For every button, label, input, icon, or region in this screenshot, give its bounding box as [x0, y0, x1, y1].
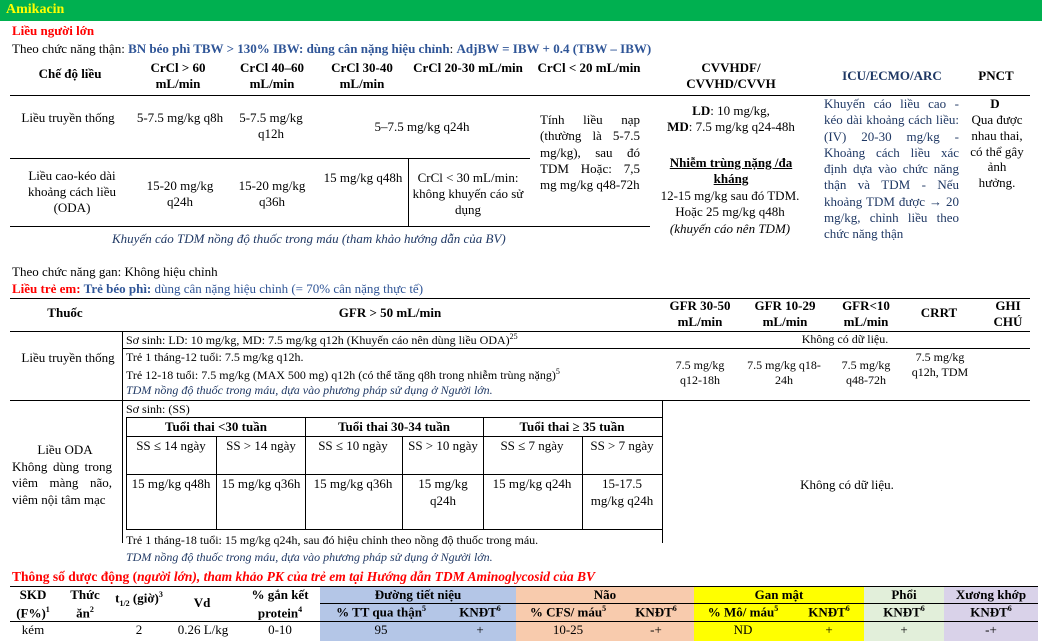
adult-oda-c2: 15-20 mg/kg q36h [238, 178, 306, 209]
pk-hdr-thalf [114, 587, 164, 611]
pk-hdr-lung: Phổi [891, 587, 917, 602]
child-heading: Liều trẻ em: [12, 281, 84, 296]
oda-dose-0: 15 mg/kg q48h [131, 476, 211, 491]
crrt-md: : 7.5 mg/kg q24-48h [688, 119, 795, 134]
pnct-text: Qua được nhau thai, có thể gây ảnh hưởng. [970, 112, 1024, 191]
crrt-ld: : 10 mg/kg, [710, 103, 770, 118]
oda-dose-2: 15 mg/kg q36h [313, 476, 393, 491]
hdr-crcl-20-30: CrCl 20-30 mL/min [413, 60, 523, 75]
oda-dose-5: 15-17.5 mg/kg q24h [590, 476, 654, 508]
pk-sub-brain-a-sup: 5 [602, 604, 607, 613]
renal-note-c: AdjBW = IBW + 0.4 (TBW – IBW) [456, 41, 652, 56]
hdr-regimen: Chế độ liều [38, 66, 102, 81]
ga-ge35: Tuổi thai ≥ 35 tuần [519, 419, 625, 434]
crrt-severe-note: (khuyến cáo nên TDM) [669, 221, 791, 236]
adult-crcl-lt20: Tính liều nạp (thường là 5-7.5 mg/kg), sau đó TDM Hoặc: 7,5 mg mg/kg q48-72h [540, 112, 640, 193]
hdr-crcl-40-60: CrCl 40–60 mL/min [240, 60, 304, 91]
pk-val-bile-a: ND [733, 622, 753, 637]
adult-heading: Liều người lớn [12, 23, 95, 38]
renal-prefix: Theo chức năng thận: [12, 41, 129, 56]
pk-sub-brain-a [518, 604, 618, 620]
pk-sub-lung-k-sup: 6 [920, 604, 925, 613]
ga-lt30: Tuổi thai <30 tuần [165, 419, 267, 434]
child-trad-neonate: Sơ sinh: LD: 10 mg/kg, MD: 7.5 mg/kg q12h (Khuyến cáo nên dùng liều ODA) [126, 333, 510, 347]
pk-val-uri-a: 95 [374, 622, 388, 637]
hdr-crrt: CVVHDF/ CVVHD/CVVH [686, 60, 776, 91]
crrt-md-line [656, 119, 806, 135]
pk-val-bile-k: + [825, 622, 833, 637]
pnct-d: D [990, 96, 1000, 111]
pk-hdr-thalf-sup: 3 [158, 590, 163, 599]
hepatic-line: Theo chức năng gan: Không hiệu chỉnh [12, 264, 218, 279]
pk-sub-brain-k-text: KNĐT [635, 604, 673, 620]
renal-line [12, 41, 651, 57]
pk-val-pb: 0-10 [268, 622, 292, 637]
pk-hdr-pb-sup: 4 [298, 605, 303, 614]
pk-sub-uri-k-sup: 6 [496, 604, 501, 613]
pk-sub-uri-k [446, 604, 514, 620]
pk-val-skd: kém [21, 622, 45, 637]
child-oda-ss-label: Sơ sinh: (SS) [126, 402, 190, 416]
child-trad-crrt: 7.5 mg/kg q12h, TDM [911, 350, 969, 379]
child-hdr-note: GHI CHÚ [993, 298, 1023, 329]
pk-hdr-bone: Xương khớp [955, 587, 1027, 602]
pk-sub-bile-k-text: KNĐT [808, 604, 846, 620]
renal-note-a: BN béo phì TBW > 130% IBW: dùng cân nặng hiệu chỉnh [128, 41, 450, 56]
hdr-crcl-lt20: CrCl < 20 mL/min [537, 60, 641, 75]
oda-dose-4: 15 mg/kg q24h [492, 476, 572, 491]
pk-hdr-skd [10, 587, 56, 620]
pk-hdr-bile: Gan mật [754, 587, 804, 602]
crrt-ld-line [656, 103, 806, 119]
child-hdr-gfr-lt10: GFR<10 mL/min [842, 298, 890, 329]
adult-trad-c34: 5–7.5 mg/kg q24h [374, 119, 470, 134]
child-oda-label: Liều ODA [37, 442, 93, 457]
pk-hdr-brain: Não [593, 587, 617, 602]
oda-pna-0: SS ≤ 14 ngày [136, 438, 206, 453]
child-hdr-drug: Thuốc [47, 305, 83, 320]
pk-hdr-uri: Đường tiết niệu [374, 587, 462, 602]
child-trad-gfr30: 7.5 mg/kg q12-18h [675, 358, 725, 387]
child-trad-age2-line [126, 367, 560, 383]
pk-val-uri-k: + [476, 622, 484, 637]
pk-val-brain-k: -+ [650, 622, 662, 637]
adult-trad-label: Liều truyền thống [21, 110, 115, 125]
child-trad-age2-sup: 5 [555, 367, 560, 376]
child-trad-no-data: Không có dữ liệu. [801, 332, 889, 346]
pk-sub-bile-a-sup: 5 [774, 604, 779, 613]
pk-sub-lung-k [866, 604, 942, 620]
pk-heading [12, 569, 595, 585]
pk-sub-bone-k-text: KNĐT [970, 604, 1008, 620]
oda-pna-3: SS > 10 ngày [408, 438, 478, 453]
child-oda-no-data: Không có dữ liệu. [800, 477, 894, 492]
pk-sub-uri-a-sup: 5 [421, 604, 426, 613]
adult-trad-c1: 5-7.5 mg/kg q8h [136, 110, 224, 125]
child-oda-older: Trẻ 1 tháng-18 tuổi: 15 mg/kg q24h, sau đó hiệu chỉnh theo nồng độ thuốc trong máu. [126, 533, 539, 547]
child-trad-gfr-lt10: 7.5 mg/kg q48-72h [841, 358, 891, 387]
adult-oda-label: Liều cao-kéo dài khoảng cách liều (ODA) [27, 168, 117, 215]
child-obese-a: Trẻ béo phì: [83, 281, 155, 296]
adult-trad-c2: 5-7.5 mg/kg q12h [239, 110, 303, 141]
pk-sub-bone-k [946, 604, 1036, 620]
pk-heading-a: Thông số dược động ( [12, 569, 138, 584]
child-hdr-gfr10: GFR 10-29 mL/min [754, 298, 816, 329]
page-title: Amikacin [6, 2, 65, 17]
child-obese-b: dùng cân nặng hiệu chỉnh (= 70% cân nặng thực tế) [154, 281, 424, 296]
pk-hdr-skd-text: SKD (F%) [16, 587, 47, 621]
pk-heading-b: người lớn [137, 569, 193, 584]
pk-sub-bile-k-sup: 6 [845, 604, 850, 613]
child-oda-tdm: TDM nồng độ thuốc trong máu, dựa vào phương pháp sử dụng ở Người lớn. [126, 550, 493, 564]
child-hdr-gfr50: GFR > 50 mL/min [338, 305, 442, 320]
pk-hdr-pb [240, 587, 320, 620]
child-trad-age2: Trẻ 12-18 tuổi: 7.5 mg/kg (MAX 500 mg) q12h (có thể tăng q8h trong nhiễm trùng nặng) [126, 368, 556, 382]
crrt-severe-dose: 12-15 mg/kg sau đó TDM. Hoặc 25 mg/kg q48h [660, 188, 800, 219]
child-hdr-crrt: CRRT [920, 305, 958, 320]
pk-sub-brain-k [620, 604, 692, 620]
crrt-ld-label: LD [692, 103, 711, 118]
crrt-severe: Nhiễm trùng nặng /đa kháng [669, 155, 793, 186]
hdr-crcl-30-40: CrCl 30-40 mL/min [331, 60, 393, 91]
adult-oda-c1: 15-20 mg/kg q24h [146, 178, 214, 209]
adult-oda-c4 [410, 170, 526, 218]
child-trad-label: Liều truyền thống [21, 350, 115, 365]
pk-sub-uri-k-text: KNĐT [459, 604, 497, 620]
child-hdr-gfr30: GFR 30-50 mL/min [669, 298, 731, 329]
child-trad-tdm: TDM nồng độ thuốc trong máu, dựa vào phương pháp sử dụng ở Người lớn. [126, 383, 493, 397]
pk-hdr-food-sup: 2 [89, 605, 94, 614]
pk-hdr-pb-text: % gắn kết protein [251, 587, 309, 621]
child-oda-note: Không dùng trong viêm màng não, viêm nội tâm mạc [12, 459, 112, 507]
pk-sub-bone-k-sup: 6 [1007, 604, 1012, 613]
pk-sub-bile-a [696, 604, 790, 620]
child-trad-neonate-line [126, 332, 518, 348]
pk-hdr-thalf-sub: 1/2 [119, 598, 130, 608]
hdr-crcl-gt60: CrCl > 60 mL/min [150, 60, 206, 91]
pk-val-brain-a: 10-25 [552, 622, 584, 637]
pk-hdr-skd-sup: 1 [45, 605, 50, 614]
icu-text: Khuyến cáo liều cao - kéo dài khoảng cách liều: (IV) 20-30 mg/kg - Khoảng cách liều xác định dựa vào chức năng thận và TDM - Nếu khoảng TDM được → 20 mg/kg, chỉnh liều theo chức năng thận [824, 96, 959, 242]
pk-hdr-food-text: Thức ăn [70, 587, 100, 621]
oda-pna-1: SS > 14 ngày [226, 438, 296, 453]
oda-dose-1: 15 mg/kg q36h [221, 476, 301, 491]
child-trad-age1: Trẻ 1 tháng-12 tuổi: 7.5 mg/kg q12h. [126, 350, 304, 364]
title-bar [0, 0, 1042, 21]
hdr-pnct: PNCT [978, 68, 1014, 83]
pk-heading-c: ), tham khảo PK của trẻ em tại Hướng dẫn TDM Aminoglycosid của BV [192, 569, 595, 584]
child-heading-line [12, 281, 423, 297]
oda-dose-3: 15 mg/kg q24h [418, 476, 468, 508]
pk-sub-brain-k-sup: 6 [672, 604, 677, 613]
adult-oda-c4-text: CrCl < 30 mL/min: không khuyến cáo sử dụng [412, 170, 524, 217]
pk-sub-brain-a-text: % CFS/ máu [529, 604, 603, 620]
pk-hdr-thalf-tail: (giờ) [129, 590, 159, 606]
oda-pna-4: SS ≤ 7 ngày [500, 438, 564, 453]
hdr-icu: ICU/ECMO/ARC [842, 68, 942, 83]
oda-pna-2: SS ≤ 10 ngày [318, 438, 388, 453]
pk-sub-lung-k-text: KNĐT [883, 604, 921, 620]
pk-val-vd: 0.26 L/kg [177, 622, 229, 637]
renal-note-b: : [449, 41, 457, 56]
child-trad-neonate-sup: 25 [509, 332, 518, 341]
adult-oda-c3: 15 mg/kg q48h [323, 170, 403, 185]
pk-val-lung-k: + [900, 622, 908, 637]
child-trad-gfr10: 7.5 mg/kg q18-24h [747, 358, 821, 387]
adult-tdm-note: Khuyến cáo TDM nồng độ thuốc trong máu (tham khảo hướng dẫn của BV) [112, 231, 506, 246]
pk-val-bone-k: -+ [985, 622, 997, 637]
pk-sub-bile-k [796, 604, 862, 620]
oda-pna-5: SS > 7 ngày [590, 438, 654, 453]
crrt-ld-md [656, 103, 806, 135]
pk-sub-uri-a [322, 604, 440, 620]
pk-val-thalf: 2 [135, 622, 143, 637]
pk-hdr-food [62, 587, 108, 620]
ga-30-34: Tuổi thai 30-34 tuần [338, 419, 450, 434]
crrt-md-label: MD [667, 119, 689, 134]
pk-sub-bile-a-text: % Mô/ máu [707, 604, 775, 620]
pk-hdr-thalf-t: t [115, 590, 120, 606]
pk-hdr-vd: Vd [193, 595, 211, 610]
pk-sub-uri-a-text: % TT qua thận [336, 604, 422, 620]
